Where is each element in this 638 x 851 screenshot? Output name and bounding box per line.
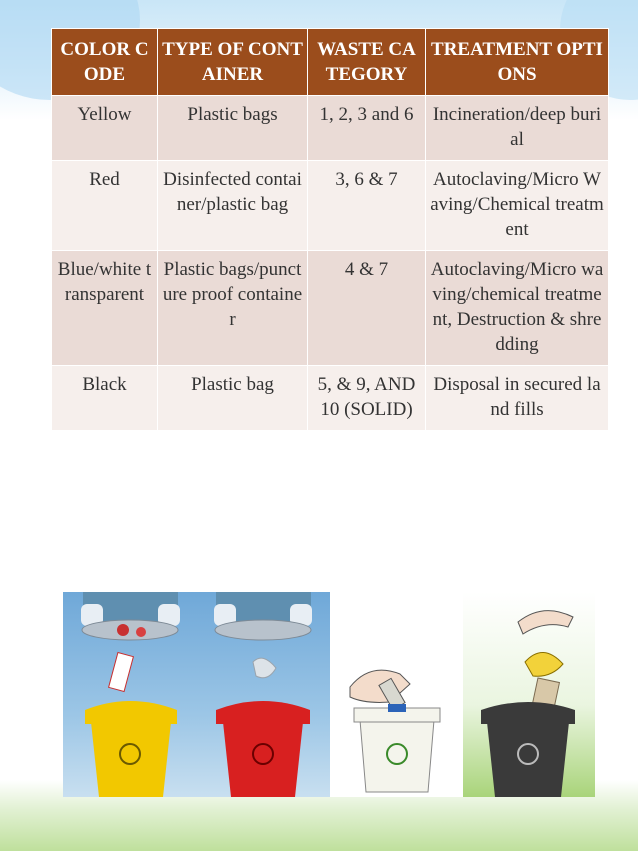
falling-glove (253, 658, 276, 678)
cell-category: 4 & 7 (308, 251, 426, 366)
header-waste-category: WASTE CATEGORY (308, 29, 426, 96)
needle-slot (388, 704, 406, 712)
cell-color-code: Red (52, 161, 158, 251)
panel-black-bin (463, 592, 595, 797)
hand (518, 611, 573, 634)
waste-bins-illustration (63, 592, 595, 797)
header-type-of-container: TYPE OF CONTAINER (158, 29, 308, 96)
table-row (52, 96, 609, 161)
header-color-code: COLOR CODE (52, 29, 158, 96)
cell-container: Plastic bags (158, 96, 308, 161)
white-bin-scene (330, 592, 463, 797)
black-bin-lid (481, 702, 575, 724)
red-bin-scene (198, 592, 330, 797)
table-row (52, 251, 609, 366)
cell-treatment: Autoclaving/Micro waving/chemical treatment, Destruction & shredding (426, 251, 609, 366)
yellow-bin-lid (85, 701, 177, 724)
white-bin-body (360, 720, 434, 792)
panel-white-bin (330, 592, 463, 797)
cell-color-code: Yellow (52, 96, 158, 161)
table-header-row (52, 29, 609, 96)
header-treatment-options: TREATMENT OPTIONS (426, 29, 609, 96)
yellow-bin-scene (63, 592, 198, 797)
cell-color-code: Blue/white transparent (52, 251, 158, 366)
cell-container: Disinfected container/plastic bag (158, 161, 308, 251)
panel-yellow-bin (63, 592, 198, 797)
kidney-tray (82, 620, 178, 640)
red-bin-body (223, 722, 303, 797)
black-bin-body (487, 722, 569, 797)
cell-treatment: Autoclaving/Micro Waving/Chemical treatment (426, 161, 609, 251)
falling-gauze (109, 653, 134, 692)
waste-disposal-table (51, 28, 609, 431)
cell-treatment: Disposal in secured land fills (426, 366, 609, 431)
waste-item (117, 624, 129, 636)
panel-red-bin (198, 592, 330, 797)
cell-color-code: Black (52, 366, 158, 431)
kidney-tray (215, 620, 311, 640)
cell-treatment: Incineration/deep burial (426, 96, 609, 161)
cell-category: 3, 6 & 7 (308, 161, 426, 251)
red-bin-lid (216, 701, 310, 724)
table-row (52, 161, 609, 251)
yellow-bin-body (91, 722, 171, 797)
banana-peel (525, 652, 563, 676)
cell-category: 1, 2, 3 and 6 (308, 96, 426, 161)
table-row (52, 366, 609, 431)
waste-item (136, 627, 146, 637)
black-bin-scene (463, 592, 595, 797)
cell-category: 5, & 9, AND 10 (SOLID) (308, 366, 426, 431)
cell-container: Plastic bag (158, 366, 308, 431)
cell-container: Plastic bags/puncture proof container (158, 251, 308, 366)
